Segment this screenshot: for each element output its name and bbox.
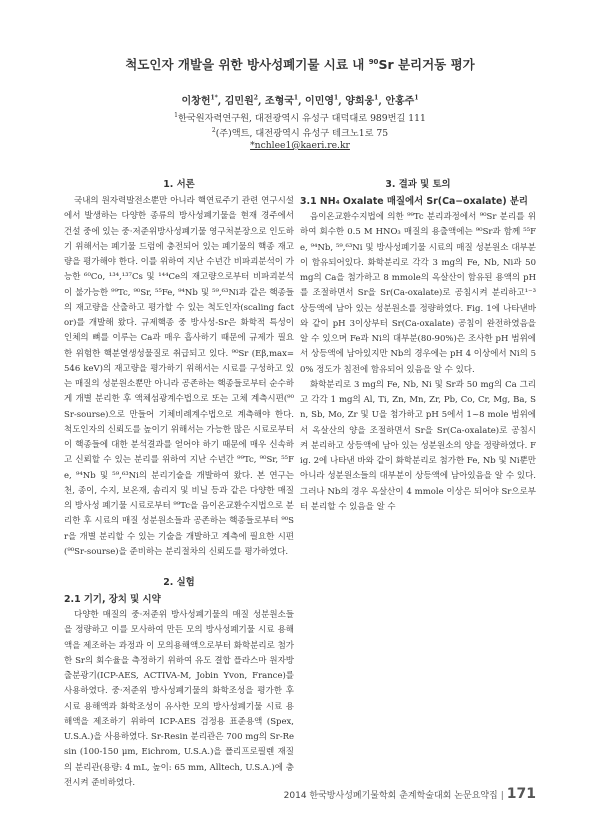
- author: 이창헌: [181, 96, 211, 107]
- author: 양희웅: [345, 96, 375, 107]
- author-list: 이창헌$^{1*}$, 김민원$^2$, 조형국$^1$, 이민영$^1$, 양희웅$^1$, 안홍주$^1$: [181, 94, 419, 107]
- page-number: 171: [506, 786, 536, 802]
- section-heading-results: 3. 결과 및 토의: [385, 179, 451, 190]
- affiliation-1: $^1$한국원자력연구원, 대전광역시 유성구 대덕대로 989번길 111: [174, 111, 426, 124]
- experiment-paragraph: 다양한 매질의 중·저준위 방사성폐기물의 매질 성분원소들을 정량하고 이를 모사하여 만든 모의 방사성폐기물 시료 용해액을 제조하는 과정과 이 모의용해액으로부터 화학분리로 첨가한 Sr의 회수율을 측정하기 위하여 유도 결합 플라스마 원자방출분광기(ICP-AES, ACTIVA-M, Jobin Yvon, France)를 사용하였다. 중·저준위 방사성폐기물의 화학조성을 평가한 후 시료 용해액과 화학조성이 유사한 모의 방사성폐기물 시료 용해액을 제조하기 위하여 ICP-AES 검정용 표준용액 (Spex, U.S.A.)을 사용하였다. Sr-Resin 분리관은 700 mg의 Sr-Resin (100-150 μm, Eichrom, U.S.A.)을 폴리프로필렌 재질의 분리관(용량: 4 mL, 높이: 65 mm, Alltech, U.S.A.)에 충전시켜 준비하였다.: [64, 610, 294, 788]
- paper-title: 척도인자 개발을 위한 방사성폐기물 시료 내 $^{90}$Sr 분리거동 평가: [125, 57, 475, 72]
- subsection-heading-oxalate: 3.1 NH₄ Oxalate 매질에서 Sr(Ca−oxalate) 분리: [300, 196, 528, 207]
- footer-text: 2014 한국방사성폐기물학회 춘계학술대회 논문요약집: [283, 791, 498, 801]
- author: 이민영: [305, 96, 335, 107]
- section-heading-experiment: 2. 실험: [163, 577, 195, 588]
- page-footer: 2014 한국방사성폐기물학회 춘계학술대회 논문요약집 | 171: [283, 786, 536, 802]
- section-heading-intro: 1. 서론: [163, 179, 195, 190]
- email-address[interactable]: *nchlee1@kaeri.re.kr: [250, 140, 350, 151]
- intro-paragraph: 국내의 원자력발전소뿐만 아니라 핵연료주기 관련 연구시설에서 발생하는 다양한 종류의 방사성폐기물을 현재 경주에서 건설 중에 있는 중·저준위방사성폐기물 영구처분장으로 인도하기 위해서는 폐기물 드럼에 충전되어 있는 폐기물의 핵종 재고량을 평가해야 한다. 이를 위하여 지난 수년간 비파괴분석이 가능한 ⁶⁰Co, ¹³⁴,¹³⁷Cs 및 ¹⁴⁴Ce의 재고량으로부터 비파괴분석이 불가능한 ⁹⁹Tc, ⁹⁰Sr, ⁵⁵Fe, ⁹⁴Nb 및 ⁵⁹,⁶³Ni과 같은 핵종들의 재고량을 산출하고 평가할 수 있는 척도인자(scaling factor)를 개발해 왔다. 규제핵종 중 방사성-Sr은 화학적 특성이 인체의 뼈를 이루는 Ca과 매우 흡사하기 때문에 규제가 필요한 위험한 핵분열생성물질로 취급되고 있다. ⁹⁰Sr (Eβ,max=546 keV)의 재고량을 평가하기 위해서는 시료를 구성하고 있는 매질의 성분원소뿐만 아니라 공존하는 핵종들로부터 순수하게 개별 분리한 후 액체섬광계수법으로 또는 고체 계측시편(⁹⁰Sr-sourse)으로 만들어 기체비례계수법으로 계측해야 한다. 척도인자의 신뢰도를 높이기 위해서는 가능한 많은 시료로부터 이 핵종들에 대한 분석결과를 얻어야 하기 때문에 매우 신속하고 신뢰할 수 있는 분리를 위하여 지난 수년간 ⁹⁹Tc, ⁹⁰Sr, ⁵⁵Fe, ⁹⁴Nb 및 ⁵⁹,⁶³Ni의 분리기술을 개발하여 왔다. 본 연구는 천, 종이, 수지, 보온재, 솜리지 및 비닐 등과 같은 다양한 매질의 방사성 폐기물 시료로부터 ⁹⁹Tc을 음이온교환수지법으로 분리한 후 시료의 매질 성분원소들과 공존하는 핵종들로부터 ⁹⁰Sr을 개별 분리할 수 있는 기술을 개발하고 계측에 필요한 시편(⁹⁰Sr-sourse)을 준비하는 분리절차의 신뢰도를 평가하였다.: [64, 196, 294, 557]
- left-column: [64, 176, 294, 791]
- results-paragraph-1: 음이온교환수지법에 의한 ⁹⁹Tc 분리과정에서 ⁹⁰Sr 분리를 위하여 회수한 0.5 M HNO₃ 매질의 용출액에는 ⁹⁰Sr과 함께 ⁵⁵Fe, ⁹⁴Nb, ⁵⁹,⁶³Ni 및 방사성폐기물 시료의 매질 성분원소 대부분이 함유되어있다. 화학분리로 각각 3 mg의 Fe, Nb, Ni과 50 mg의 Ca을 첨가하고 8 mmole의 옥살산이 함유된 용액의 pH를 조절하면서 Sr을 Sr(Ca-oxalate)로 공침시켜 분리하고¹⁻³ 상등액에 남아 있는 성분원소를 정량하였다. Fig. 1에 나타낸바와 같이 pH 3이상부터 Sr(Ca-oxalate) 공침이 완전하였음을 알 수 있으며 Fe과 Ni의 대부분(80-90%)은 조사한 pH 범위에서 상등액에 남아있지만 Nb의 경우에는 pH 4 이상에서 Ni의 50% 정도가 침전에 함유되어 있음을 알 수 있다.: [300, 212, 536, 375]
- author: 조형국: [264, 96, 294, 107]
- affiliation-2: $^2$(주)액트, 대전광역시 유성구 테크노1로 75: [211, 126, 389, 139]
- author: 김민원: [224, 96, 254, 107]
- right-column: [300, 176, 536, 515]
- results-paragraph-2: 화학분리로 3 mg의 Fe, Nb, Ni 및 Sr과 50 mg의 Ca 그리고 각각 1 mg의 Al, Ti, Zn, Mn, Zr, Pb, Co, Cr, Mg, Ba, Sn, Sb, Mo, Zr 및 U을 첨가하고 pH 5에서 1~8 mole 범위에서 옥살산의 양을 조절하면서 Sr을 Sr(Ca-oxalate)로 공침시켜 분리하고 상등액에 남아 있는 성분원소의 양을 정량하였다. Fig. 2에 나타낸 바와 같이 화학분리로 첨가한 Fe, Nb 및 Ni뿐만 아니라 성분원소들의 대부분이 상등액에 남아있음을 알 수 있다. 그러나 Nb의 경우 옥살산이 4 mmole 이상은 되어야 Sr으로부터 분리할 수 있음을 알 수: [300, 379, 536, 512]
- author: 안홍주: [385, 96, 415, 107]
- subsection-heading-instruments: 2.1 기기, 장치 및 시약: [64, 594, 161, 605]
